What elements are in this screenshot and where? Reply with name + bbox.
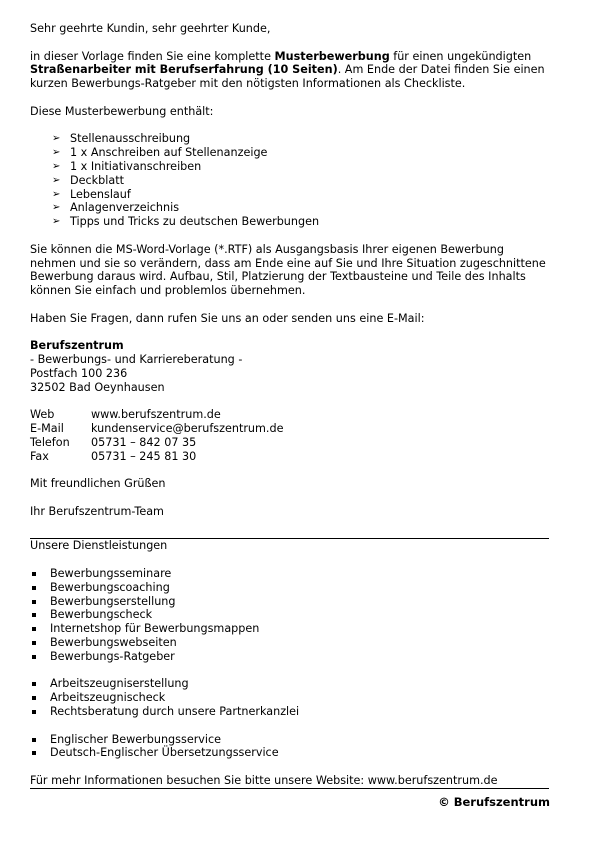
arrow-bullet-icon: ➢ (52, 174, 61, 186)
service-item: Deutsch-Englischer Übersetzungsservice (30, 746, 550, 760)
contact-row-email (30, 422, 283, 436)
services-list-english (30, 733, 550, 761)
square-bullet-icon (32, 655, 36, 659)
intro-bold-1: Musterbewerbung (274, 49, 390, 63)
square-bullet-icon (32, 641, 36, 645)
document-page (30, 22, 550, 810)
square-bullet-icon (32, 751, 36, 755)
company-name: Berufszentrum (30, 339, 124, 353)
contents-list-item: ➢ Deckblatt (52, 173, 124, 187)
contents-list-item: ➢ 1 x Anschreiben auf Stellenanzeige (52, 146, 268, 160)
contact-row-web (30, 408, 283, 422)
phone-number: 05731 – 842 07 35 (91, 435, 197, 449)
contact-label: Fax (30, 449, 49, 463)
square-bullet-icon (32, 710, 36, 714)
square-bullet-icon (32, 696, 36, 700)
contact-row-fax (30, 450, 283, 464)
service-item: Internetshop für Bewerbungsmappen (30, 622, 550, 636)
intro-text-2: für einen ungekündigten (389, 49, 532, 63)
square-bullet-icon (32, 627, 36, 631)
contents-heading: Diese Musterbewerbung enthält: (30, 104, 214, 118)
website-link[interactable]: www.berufszentrum.de (91, 408, 221, 422)
intro-paragraph (30, 50, 550, 91)
usage-paragraph: Sie können die MS-Word-Vorlage (*.RTF) als Ausgangsbasis Ihrer eigenen Bewerbung nehmen und sie so verändern, dass am Ende eine auf Sie und Ihre Situation zugeschnittene Bewerbung daraus wird. Aufbau, Stil, Platzierung der Textbausteine und Teile des Inhalts können Sie einfach und problemlos übernehmen. (30, 242, 546, 298)
service-item: Arbeitszeugnischeck (30, 691, 550, 705)
service-item: Bewerbungswebseiten (30, 636, 550, 650)
square-bullet-icon (32, 600, 36, 604)
service-item: Englischer Bewerbungsservice (30, 733, 550, 747)
address-block (30, 339, 550, 394)
contents-list-item: ➢ 1 x Initiativanschreiben (52, 159, 202, 173)
service-item: Bewerbungscoaching (30, 581, 550, 595)
service-item: Bewerbungsseminare (30, 567, 550, 581)
company-city: 32502 Bad Oeynhausen (30, 380, 165, 394)
intro-text-1: in dieser Vorlage finden Sie eine komplette (30, 49, 275, 63)
square-bullet-icon (32, 738, 36, 742)
intro-bold-2: Straßenarbeiter mit Berufserfahrung (10 Seiten) (30, 63, 338, 77)
service-item: Bewerbungs-Ratgeber (30, 650, 550, 664)
intro-text-3: . Am Ende der Datei finden Sie einen kurzen Bewerbungs-Ratgeber mit den nötigsten Informationen als Checkliste. (30, 63, 545, 91)
signature: Ihr Berufszentrum-Team (30, 504, 164, 518)
arrow-bullet-icon: ➢ (52, 216, 61, 228)
square-bullet-icon (32, 682, 36, 686)
services-list-references (30, 677, 550, 718)
contact-label: Telefon (30, 435, 70, 449)
contents-list (30, 132, 550, 229)
square-bullet-icon (32, 586, 36, 590)
email-link[interactable]: kundenservice@berufszentrum.de (91, 422, 284, 436)
service-item: Bewerbungscheck (30, 608, 550, 622)
services-list-applications (30, 567, 550, 664)
service-item: Bewerbungserstellung (30, 595, 550, 609)
contact-row-phone (30, 436, 283, 450)
contents-list-item: ➢ Anlagenverzeichnis (52, 201, 180, 215)
arrow-bullet-icon: ➢ (52, 188, 61, 200)
questions-paragraph: Haben Sie Fragen, dann rufen Sie uns an oder senden uns eine E-Mail: (30, 311, 425, 325)
square-bullet-icon (32, 613, 36, 617)
company-postbox: Postfach 100 236 (30, 366, 128, 380)
arrow-bullet-icon: ➢ (52, 160, 61, 172)
copyright: © Berufszentrum (438, 794, 550, 809)
company-subtitle: - Bewerbungs- und Karriereberatung - (30, 353, 243, 367)
contents-list-item: ➢ Lebenslauf (52, 187, 131, 201)
arrow-bullet-icon: ➢ (52, 147, 61, 159)
closing: Mit freundlichen Grüßen (30, 477, 166, 491)
fax-number: 05731 – 245 81 30 (91, 449, 197, 463)
contact-table (30, 408, 283, 463)
contents-list-item: ➢ Tipps und Tricks zu deutschen Bewerbungen (52, 215, 320, 229)
services-heading: Unsere Dienstleistungen (30, 539, 168, 553)
contact-label: E-Mail (30, 422, 64, 436)
contact-label: Web (30, 408, 55, 422)
service-item: Arbeitszeugniserstellung (30, 677, 550, 691)
more-info: Für mehr Informationen besuchen Sie bitte unsere Website: www.berufszentrum.de (30, 774, 498, 788)
arrow-bullet-icon: ➢ (52, 133, 61, 145)
square-bullet-icon (32, 572, 36, 576)
contents-list-item: ➢ Stellenausschreibung (52, 132, 191, 146)
greeting: Sehr geehrte Kundin, sehr geehrter Kunde, (30, 22, 271, 35)
arrow-bullet-icon: ➢ (52, 202, 61, 214)
service-item: Rechtsberatung durch unsere Partnerkanzlei (30, 705, 550, 719)
